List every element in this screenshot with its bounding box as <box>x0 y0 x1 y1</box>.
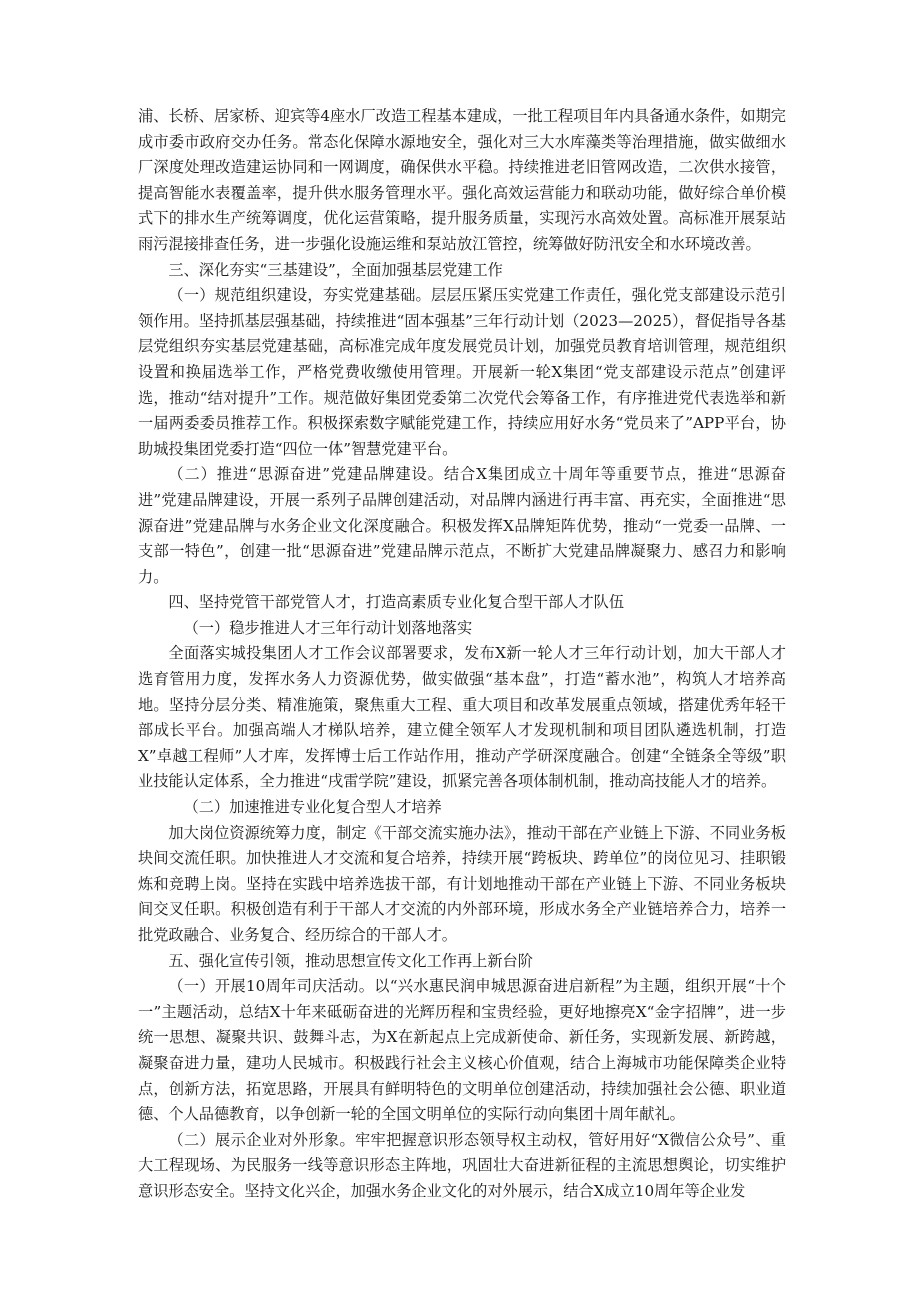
subheading-talent-plan: （一）稳步推进人才三年行动计划落地落实 <box>183 618 473 637</box>
paragraph-image: （二）展示企业对外形象。牢牢把握意识形态领导权主动权，管好用好“X微信公众号”、重大工程现场、为民服务一线等意识形态主阵地，巩固壮大奋进新征程的主流思想舆论，切实维护意识形态安全。坚持文化兴企，加强水务企业文化的对外展示，结合X成立10周年等企业发 <box>138 1130 786 1200</box>
paragraph-talent-plan: 全面落实城投集团人才工作会议部署要求，发布X新一轮人才三年行动计划，加大干部人才选育管用力度，发挥水务人力资源优势，做实做强“基本盘”，打造“蓄水池”，构筑人才培养高地。坚持分层分类、精准施策，聚焦重大工程、重大项目和改革发展重点领域，搭建优秀年轻干部成长平台。加强高端人才梯队培养，建立健全领军人才发现机制和项目团队遴选机制，打造X”卓越工程师”人才库，发挥博士后工作站作用，推动产学研深度融合。创建“全链条全等级”职业技能认定体系，全力推进“戌雷学院”建设，抓紧完善各项体制机制，推动高技能人才的培养。 <box>138 644 786 791</box>
paragraph-water-plants: 浦、长桥、居家桥、迎宾等4座水厂改造工程基本建成，一批工程项目年内具备通水条件，如期完成市委市政府交办任务。常态化保障水源地安全，强化对三大水库藻类等治理措施，做实做细水厂深度处理改造建运协同和一网调度，确保供水平稳。持续推进老旧管网改造，二次供水接管，提高智能水表覆盖率，提升供水服务管理水平。强化高效运营能力和联动功能，做好综合单价模式下的排水生产统筹调度，优化运营策略，提升服务质量，实现污水高效处置。高标准开展泵站雨污混接排查任务，进一步强化设施运维和泵站放江管控，统筹做好防汛安全和水环境改善。 <box>138 107 786 253</box>
heading-section-four: 四、坚持党管干部党管人才，打造高素质专业化复合型干部人才队伍 <box>168 593 625 612</box>
paragraph-brand: （二）推进“思源奋进”党建品牌建设。结合X集团成立十周年等重要节点，推进“思源奋进”党建品牌建设，开展一系列子品牌创建活动，对品牌内涵进行再丰富、再充实，全面推进“思源奋进”党建品牌与水务企业文化深度融合。积极发挥X品牌矩阵优势，推动“一党委一品牌、一支部一特色”，创建一批“思源奋进”党建品牌示范点，不断扩大党建品牌凝聚力、感召力和影响力。 <box>138 465 786 586</box>
subheading-professional: （二）加速推进专业化复合型人才培养 <box>183 798 442 817</box>
heading-section-three: 三、深化夯实“三基建设”，全面加强基层党建工作 <box>168 260 503 279</box>
paragraph-organization: （一）规范组织建设，夯实党建基础。层层压紧压实党建工作责任，强化党支部建设示范引领作用。坚持抓基层强基础，持续推进“固本强基”三年行动计划（2023—2025），督促指导各基层党组织夯实基层党建基础，高标准完成年度发展党员计划，加强党员教育培训管理，规范组织设置和换届选举工作，严格党费收缴使用管理。开展新一轮X集团“党支部建设示范点”创建评选，推动“结对提升”工作。规范做好集团党委第二次党代会筹备工作，有序推进党代表选举和新一届两委委员推荐工作。积极探索数字赋能党建工作，持续应用好水务“党员来了”APP平台，协助城投集团党委打造“四位一体”智慧党建平台。 <box>138 286 786 458</box>
heading-section-five: 五、强化宣传引领，推动思想宣传文化工作再上新台阶 <box>168 951 533 970</box>
document-page <box>138 104 786 1205</box>
paragraph-professional: 加大岗位资源统筹力度，制定《干部交流实施办法》，推动干部在产业链上下游、不同业务板块间交流任职。加快推进人才交流和复合培养，持续开展“跨板块、跨单位”的岗位见习、挂职锻炼和竞聘上岗。坚持在实践中培养选拔干部，有计划地推动干部在产业链上下游、不同业务板块间交叉任职。积极创造有利于干部人才交流的内外部环境，形成水务全产业链培养合力，培养一批党政融合、业务复合、经历综合的干部人才。 <box>138 823 786 944</box>
paragraph-anniversary: （一）开展10周年司庆活动。以“兴水惠民润申城思源奋进启新程”为主题，组织开展“十个一”主题活动，总结X十年来砥砺奋进的光辉历程和宝贵经验，更好地擦亮X“金字招牌”，进一步统一思想、凝聚共识、鼓舞斗志，为X在新起点上完成新使命、新任务，实现新发展、新跨越，凝聚奋进力量，建功人民城市。积极践行社会主义核心价值观，结合上海城市功能保障类企业特点，创新方法，拓宽思路，开展具有鲜明特色的文明单位创建活动，持续加强社会公德、职业道德、个人品德教育，以争创新一轮的全国文明单位的实际行动向集团十周年献礼。 <box>138 977 786 1124</box>
